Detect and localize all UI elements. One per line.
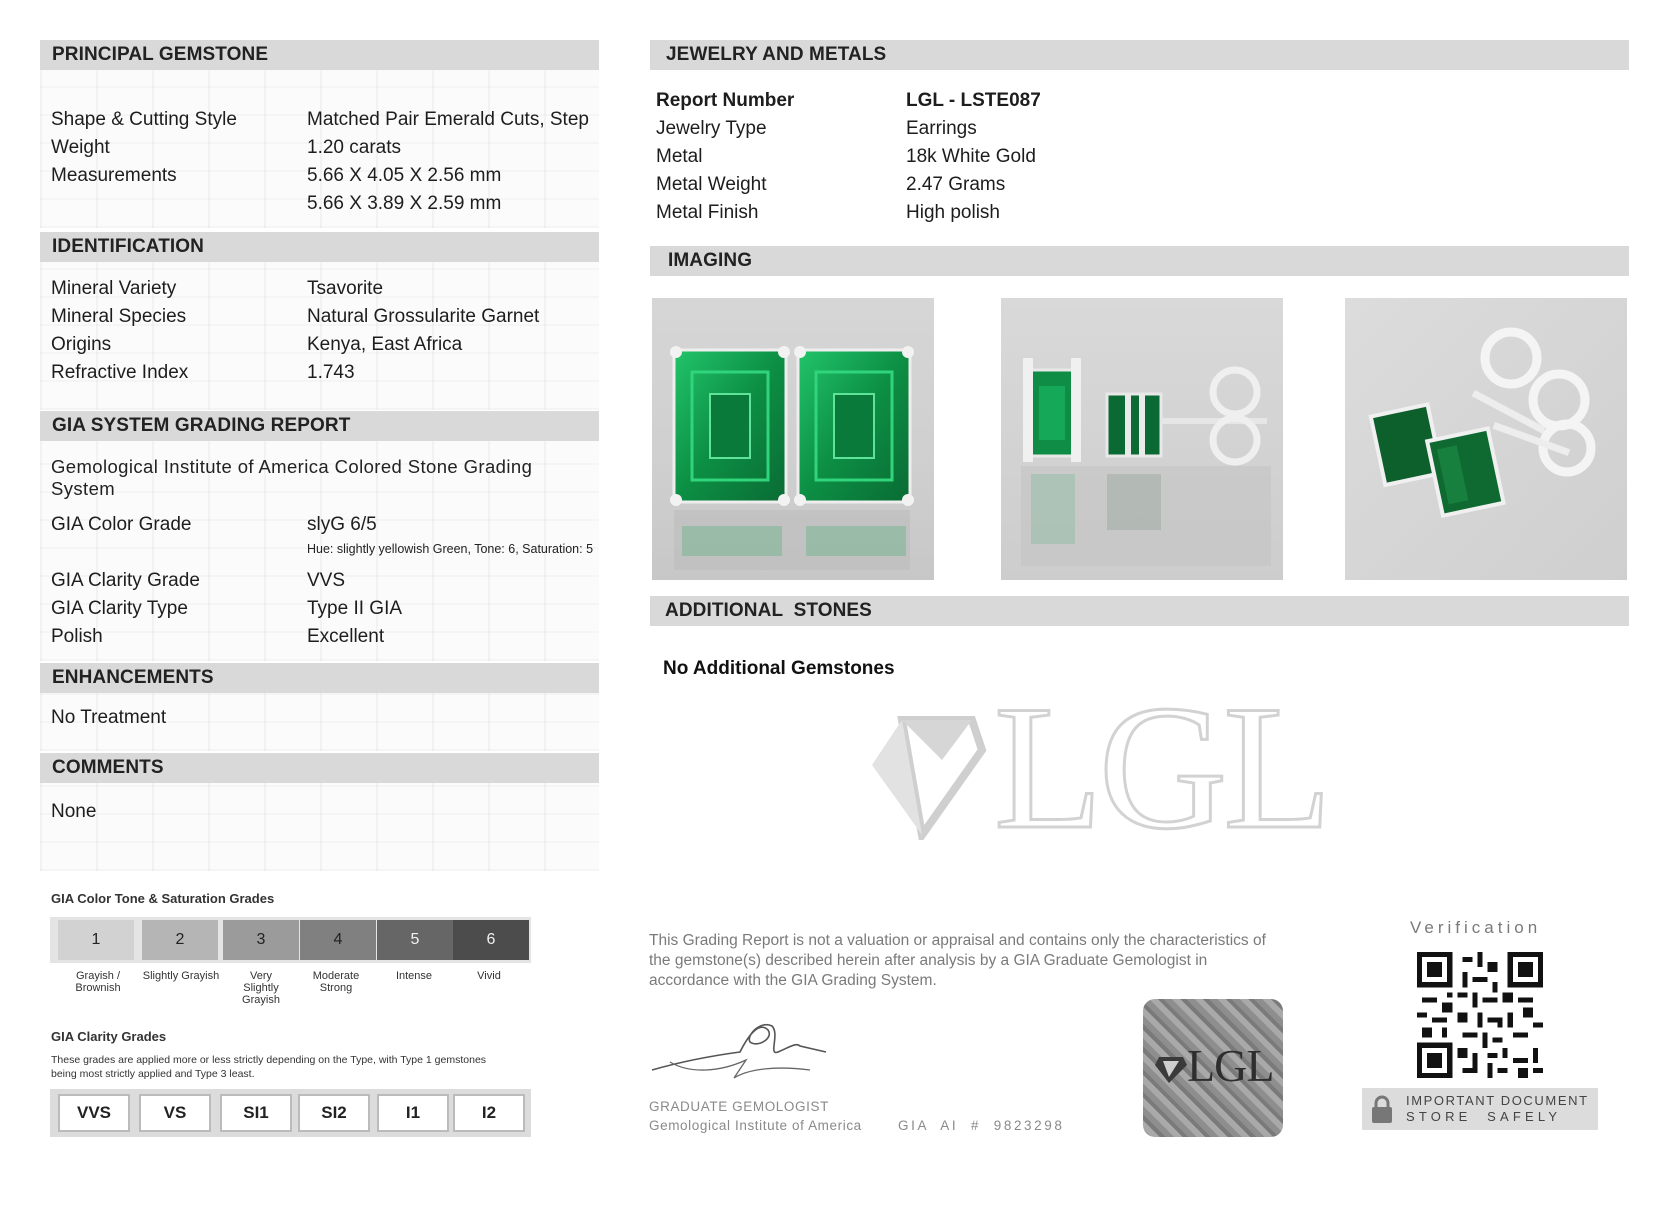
metal-finish-value: High polish xyxy=(906,202,1000,223)
jewelry-type-value: Earrings xyxy=(906,118,977,139)
gia-clarity-grade-value: VVS xyxy=(307,570,346,591)
gia-report-header: GIA SYSTEM GRADING REPORT xyxy=(40,411,599,441)
clarity-cell-si1: SI1 xyxy=(220,1094,292,1132)
clarity-scale-note: These grades are applied more or less strictly depending on the Type, with Type 1 gemstones being most strictly applied and Type 3 least. xyxy=(51,1054,487,1080)
tone-label-2: Slightly Grayish xyxy=(142,970,220,982)
hologram-diamond-icon xyxy=(1153,1049,1189,1085)
tone-cell-2: 2 xyxy=(142,920,218,960)
clarity-cell-vvs: VVS xyxy=(58,1094,130,1132)
comments-value: None xyxy=(51,801,97,822)
gem-photo-angled xyxy=(1345,298,1627,580)
important-document-badge xyxy=(1362,1088,1598,1130)
gia-color-grade-value: slyG 6/5 xyxy=(307,514,377,535)
origins-value: Kenya, East Africa xyxy=(307,334,463,355)
earring-angled-image xyxy=(1345,298,1627,580)
gia-clarity-grade-label: GIA Clarity Grade xyxy=(51,570,200,591)
important-document-line2: STORE SAFELY xyxy=(1406,1109,1562,1124)
shape-label: Shape & Cutting Style xyxy=(51,109,237,130)
lgl-logo-text: LGL xyxy=(994,668,1329,866)
shape-value: Matched Pair Emerald Cuts, Step xyxy=(307,109,589,130)
signature-org: Gemological Institute of America xyxy=(649,1118,862,1133)
tone-label-1: Grayish / Brownish xyxy=(75,970,121,994)
clarity-cell-i2: I2 xyxy=(453,1094,525,1132)
tone-cell-3: 3 xyxy=(223,920,299,960)
metal-weight-label: Metal Weight xyxy=(656,174,767,195)
principal-gemstone-header: PRINCIPAL GEMSTONE xyxy=(40,40,599,70)
gia-intro: Gemological Institute of America Colored Stone Grading System xyxy=(51,456,533,499)
clarity-cell-i1: I1 xyxy=(377,1094,449,1132)
mineral-species-label: Mineral Species xyxy=(51,306,187,327)
origins-label: Origins xyxy=(51,334,112,355)
earring-side-image xyxy=(1001,298,1283,580)
gem-photo-front xyxy=(652,298,934,580)
report-number-label: Report Number xyxy=(656,90,795,111)
important-document-line1: IMPORTANT DOCUMENT xyxy=(1406,1093,1589,1108)
clarity-scale-title: GIA Clarity Grades xyxy=(51,1029,167,1044)
refractive-index-label: Refractive Index xyxy=(51,362,189,383)
additional-stones-value: No Additional Gemstones xyxy=(663,658,895,679)
qr-code-icon xyxy=(1417,952,1543,1078)
tone-label-4: Moderate Strong xyxy=(312,970,360,994)
metal-finish-label: Metal Finish xyxy=(656,202,759,223)
disclaimer-text: This Grading Report is not a valuation or appraisal and contains only the characteristics of the gemstone(s) described herein after analysis by a GIA Graduate Gemologist in accordance with the GIA Grading System. xyxy=(649,932,1266,989)
tone-cell-5: 5 xyxy=(377,920,453,960)
verification-qr-code[interactable] xyxy=(1417,952,1543,1078)
jewelry-header: JEWELRY AND METALS xyxy=(650,40,1629,70)
additional-stones-header: ADDITIONAL STONES xyxy=(650,596,1629,626)
tone-label-6: Vivid xyxy=(477,970,501,982)
measurements-value-2: 5.66 X 3.89 X 2.59 mm xyxy=(307,193,502,214)
identification-header: IDENTIFICATION xyxy=(40,232,599,262)
weight-label: Weight xyxy=(51,137,110,158)
report-number-value: LGL - LSTE087 xyxy=(906,90,1041,111)
tone-label-3: Very Slightly Grayish xyxy=(242,970,280,1006)
clarity-cell-si2: SI2 xyxy=(298,1094,370,1132)
hologram-logo-text: LGL xyxy=(1187,1040,1274,1091)
measurements-value-1: 5.66 X 4.05 X 2.56 mm xyxy=(307,165,502,186)
gem-photo-side xyxy=(1001,298,1283,580)
jewelry-type-label: Jewelry Type xyxy=(656,118,767,139)
tone-cell-6: 6 xyxy=(453,920,529,960)
polish-value: Excellent xyxy=(307,626,385,647)
gia-id: GIA AI # 9823298 xyxy=(898,1118,1065,1133)
signature-title: GRADUATE GEMOLOGIST xyxy=(649,1099,829,1114)
mineral-species-value: Natural Grossularite Garnet xyxy=(307,306,540,327)
measurements-label: Measurements xyxy=(51,165,177,186)
gia-clarity-type-value: Type II GIA xyxy=(307,598,403,619)
lock-icon xyxy=(1371,1094,1393,1124)
lgl-watermark-logo xyxy=(862,668,1342,866)
polish-label: Polish xyxy=(51,626,103,647)
signature-scribble-icon xyxy=(650,1012,830,1084)
refractive-index-value: 1.743 xyxy=(307,362,355,383)
comments-watermark-panel xyxy=(40,783,599,871)
diamond-logo-icon xyxy=(862,700,992,840)
metal-label: Metal xyxy=(656,146,703,167)
mineral-variety-label: Mineral Variety xyxy=(51,278,177,299)
gia-clarity-type-label: GIA Clarity Type xyxy=(51,598,188,619)
weight-value: 1.20 carats xyxy=(307,137,401,158)
tone-cell-1: 1 xyxy=(58,920,134,960)
enhancements-value: No Treatment xyxy=(51,707,167,728)
imaging-header: IMAGING xyxy=(650,246,1629,276)
enhancements-header: ENHANCEMENTS xyxy=(40,663,599,693)
tone-label-5: Intense xyxy=(395,970,433,982)
emerald-pair-front-image xyxy=(652,298,934,580)
tone-cell-4: 4 xyxy=(300,920,376,960)
clarity-cell-vs: VS xyxy=(139,1094,211,1132)
metal-value: 18k White Gold xyxy=(906,146,1036,167)
metal-weight-value: 2.47 Grams xyxy=(906,174,1006,195)
gia-color-grade-label: GIA Color Grade xyxy=(51,514,192,535)
gia-color-note: Hue: slightly yellowish Green, Tone: 6, Saturation: 5 xyxy=(307,542,594,556)
tone-scale-title: GIA Color Tone & Saturation Grades xyxy=(51,891,275,906)
signature xyxy=(650,1012,830,1084)
verification-title: Verification xyxy=(1410,918,1542,937)
mineral-variety-value: Tsavorite xyxy=(307,278,384,299)
hologram-seal xyxy=(1143,999,1283,1137)
comments-header: COMMENTS xyxy=(40,753,599,783)
